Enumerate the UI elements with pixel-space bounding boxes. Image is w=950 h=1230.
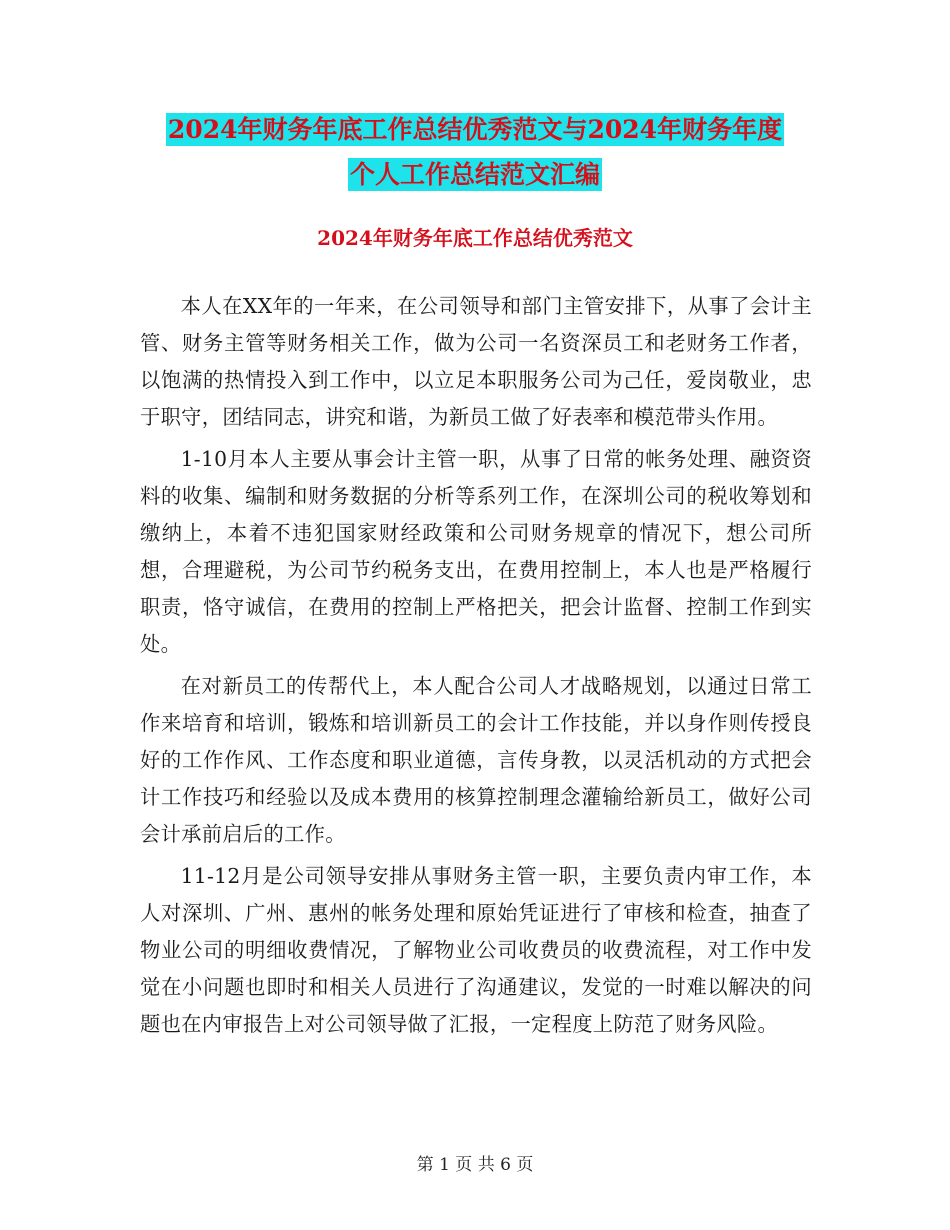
paragraph: 11-12月是公司领导安排从事财务主管一职，主要负责内审工作，本人对深圳、广州、惠州的帐务处理和原始凭证进行了审核和检查，抽查了物业公司的明细收费情况，了解物业公司收费员的收费流程，对工作中发觉在小问题也即时和相关人员进行了沟通建议，发觉的一时难以解决的问题也在内审报告上对公司领导做了汇报，一定程度上防范了财务风险。 bbox=[140, 864, 812, 1036]
title-highlight-2: 个人工作总结范文汇编 bbox=[349, 160, 600, 189]
paragraph: 1-10月本人主要从事会计主管一职，从事了日常的帐务处理、融资资料的收集、编制和财务数据的分析等系列工作，在深圳公司的税收筹划和缴纳上，本着不违犯国家财经政策和公司财务规章的情况下，想公司所想，合理避税，为公司节约税务支出，在费用控制上，本人也是严格履行职责，恪守诚信，在费用的控制上严格把关，把会计监督、控制工作到实处。 bbox=[140, 447, 812, 656]
paragraph: 本人在XX年的一年来，在公司领导和部门主管安排下，从事了会计主管、财务主管等财务相关工作，做为公司一名资深员工和老财务工作者，以饱满的热情投入到工作中，以立足本职服务公司为己任，爱岗敬业，忠于职守，团结同志，讲究和谐，为新员工做了好表率和模范带头作用。 bbox=[140, 294, 812, 429]
body-text bbox=[140, 288, 812, 1048]
section-heading: 2024年财务年底工作总结优秀范文 bbox=[317, 226, 633, 250]
page-number-footer: 第 1 页 共 6 页 bbox=[416, 1155, 534, 1175]
title-highlight-1: 2024年财务年底工作总结优秀范文与2024年财务年度 bbox=[167, 115, 783, 144]
paragraph: 在对新员工的传帮代上，本人配合公司人才战略规划，以通过日常工作来培育和培训，锻炼和培训新员工的会计工作技能，并以身作则传授良好的工作作风、工作态度和职业道德，言传身教，以灵活机动的方式把会计工作技巧和经验以及成本费用的核算控制理念灌输给新员工，做好公司会计承前启后的工作。 bbox=[140, 674, 812, 846]
document-title-line-2 bbox=[140, 148, 810, 201]
